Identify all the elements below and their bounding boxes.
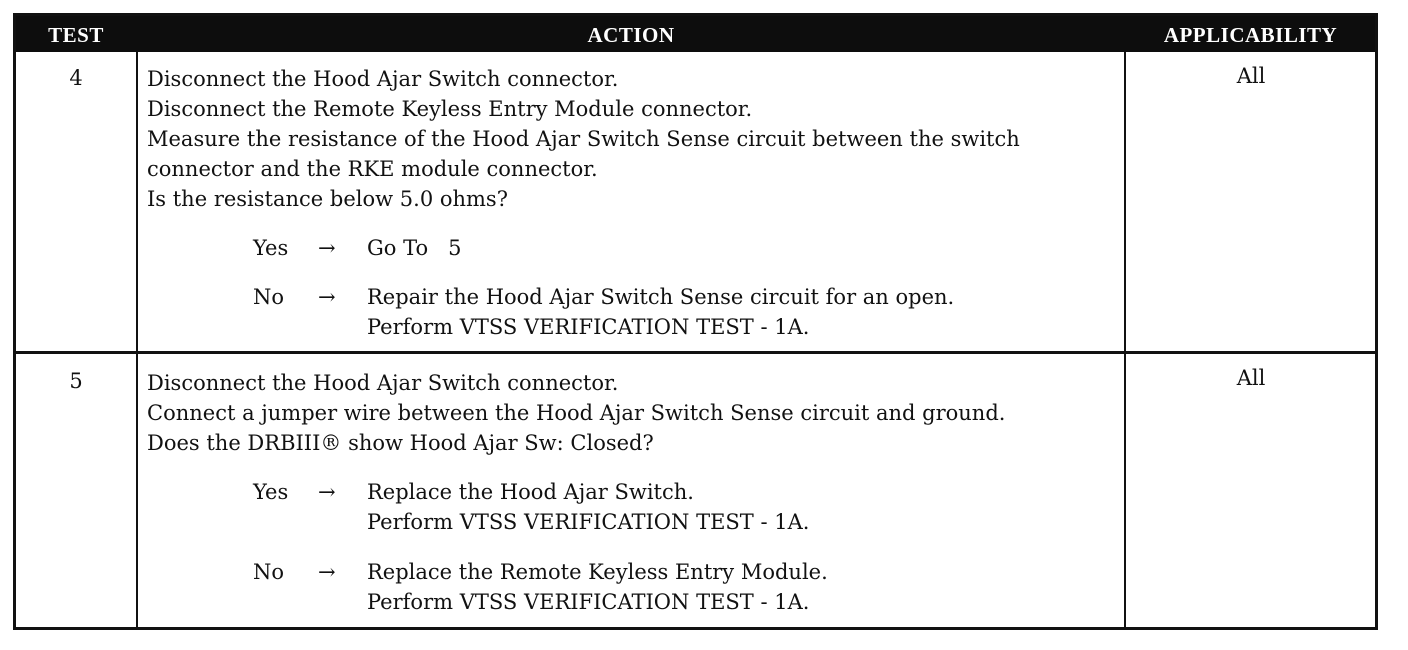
row-divider xyxy=(16,351,1375,354)
applicability-value: All xyxy=(1236,366,1266,390)
diagnostic-table xyxy=(13,13,1378,630)
action-line: Does the DRBIII® show Hood Ajar Sw: Closed? xyxy=(147,431,654,455)
no-result-continued xyxy=(147,312,1020,342)
yes-label: Yes xyxy=(253,236,289,260)
yes-result-continued xyxy=(147,507,1005,537)
action-line: connector and the RKE module connector. xyxy=(147,157,598,181)
arrow-icon: → xyxy=(318,560,336,584)
action-line: Connect a jumper wire between the Hood Ajar Switch Sense circuit and ground. xyxy=(147,401,1006,425)
no-branch xyxy=(147,282,1020,312)
action-line: Measure the resistance of the Hood Ajar Switch Sense circuit between the switch xyxy=(147,127,1020,151)
column-divider xyxy=(1124,52,1126,627)
action-line: Disconnect the Hood Ajar Switch connector. xyxy=(147,67,619,91)
action-line: Disconnect the Remote Keyless Entry Module connector. xyxy=(147,97,753,121)
action-line: Is the resistance below 5.0 ohms? xyxy=(147,187,508,211)
no-result: Repair the Hood Ajar Switch Sense circuit for an open. xyxy=(367,285,955,309)
table-header xyxy=(16,16,1375,52)
no-result: Perform VTSS VERIFICATION TEST - 1A. xyxy=(367,590,810,614)
no-label: No xyxy=(253,285,285,309)
header-test: TEST xyxy=(48,23,104,47)
header-action: ACTION xyxy=(587,23,675,47)
yes-result: Perform VTSS VERIFICATION TEST - 1A. xyxy=(367,510,810,534)
arrow-icon: → xyxy=(318,480,336,504)
test-number: 5 xyxy=(69,369,83,393)
action-cell xyxy=(147,368,1005,617)
column-divider xyxy=(136,52,138,627)
no-result: Perform VTSS VERIFICATION TEST - 1A. xyxy=(367,315,810,339)
yes-label: Yes xyxy=(253,480,289,504)
no-branch xyxy=(147,557,1005,587)
no-result: Replace the Remote Keyless Entry Module. xyxy=(367,560,828,584)
test-number: 4 xyxy=(69,66,83,90)
yes-result: Replace the Hood Ajar Switch. xyxy=(367,480,694,504)
arrow-icon: → xyxy=(318,285,336,309)
yes-branch xyxy=(147,477,1005,507)
yes-branch xyxy=(147,233,1020,263)
yes-result: Go To 5 xyxy=(367,236,462,260)
applicability-value: All xyxy=(1236,64,1266,88)
no-label: No xyxy=(253,560,285,584)
action-line: Disconnect the Hood Ajar Switch connector. xyxy=(147,371,619,395)
action-cell xyxy=(147,64,1020,342)
header-applicability: APPLICABILITY xyxy=(1163,23,1338,47)
arrow-icon: → xyxy=(318,236,336,260)
no-result-continued xyxy=(147,587,1005,617)
